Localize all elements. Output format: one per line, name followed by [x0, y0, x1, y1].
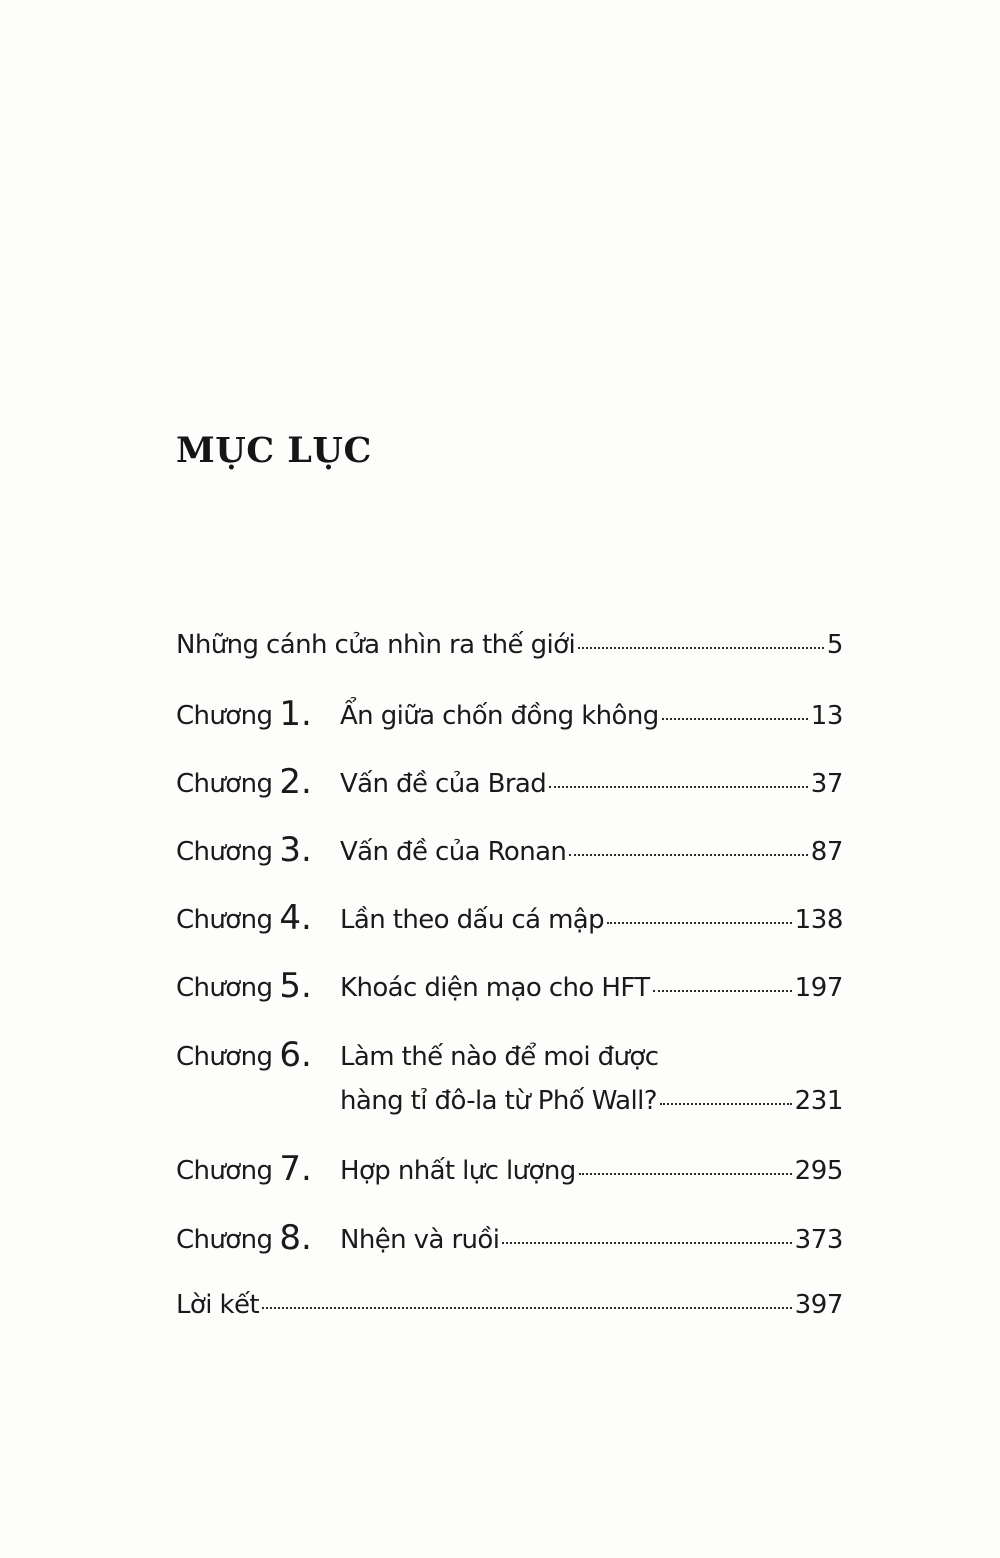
entry-page-number: 87 [810, 837, 843, 867]
chapter-number: 6. [279, 1035, 312, 1075]
chapter-number: 7. [279, 1149, 312, 1189]
toc-entry-chapter-5[interactable] [176, 960, 843, 1016]
entry-title: Những cánh cửa nhìn ra thế giới [176, 630, 576, 660]
entry-title: Làm thế nào để moi được [340, 1042, 659, 1072]
entry-page-number: 5 [826, 630, 843, 660]
toc-entry-epilogue[interactable] [176, 1280, 843, 1336]
chapter-word: Chương [176, 769, 273, 799]
chapter-label [176, 960, 340, 1013]
entry-title: Ẩn giữa chốn đồng không [340, 701, 659, 731]
dot-leader [262, 1303, 792, 1309]
chapter-label [176, 1029, 340, 1082]
chapter-word: Chương [176, 1156, 273, 1186]
chapter-word: Chương [176, 1042, 273, 1072]
chapter-label [176, 1143, 340, 1196]
entry-page-number: 231 [794, 1086, 843, 1116]
entry-page-number: 197 [794, 973, 843, 1003]
chapter-label [176, 1212, 340, 1265]
chapter-word: Chương [176, 701, 273, 731]
chapter-label [176, 688, 340, 741]
toc-entry-chapter-1[interactable] [176, 688, 843, 744]
chapter-label [176, 756, 340, 809]
entry-title-continued: hàng tỉ đô-la từ Phố Wall? [340, 1086, 657, 1116]
entry-title: Lần theo dấu cá mập [340, 905, 605, 935]
entry-page-number: 397 [794, 1290, 843, 1320]
dot-leader [662, 714, 808, 720]
entry-page-number: 295 [794, 1156, 843, 1186]
toc-entry-chapter-4[interactable] [176, 892, 843, 948]
toc-entry-chapter-6[interactable] [176, 1029, 843, 1133]
chapter-number: 2. [279, 762, 312, 802]
chapter-number: 1. [279, 694, 312, 734]
entry-page-number: 373 [794, 1225, 843, 1255]
toc-entry-preface[interactable] [176, 620, 843, 676]
entry-page-number: 37 [810, 769, 843, 799]
entry-title: Nhện và ruồi [340, 1225, 500, 1255]
chapter-number: 5. [279, 966, 312, 1006]
toc-entry-chapter-3[interactable] [176, 824, 843, 880]
chapter-number: 8. [279, 1218, 312, 1258]
dot-leader [549, 782, 808, 788]
chapter-word: Chương [176, 905, 273, 935]
entry-title: Khoác diện mạo cho HFT [340, 973, 650, 1003]
chapter-label [176, 824, 340, 877]
dot-leader [569, 850, 807, 856]
entry-title: Lời kết [176, 1290, 259, 1320]
chapter-word: Chương [176, 973, 273, 1003]
chapter-word: Chương [176, 1225, 273, 1255]
entry-title: Vấn đề của Ronan [340, 837, 567, 867]
chapter-number: 3. [279, 830, 312, 870]
toc-entry-chapter-8[interactable] [176, 1212, 843, 1268]
toc-entry-chapter-7[interactable] [176, 1143, 843, 1199]
chapter-word: Chương [176, 837, 273, 867]
chapter-number: 4. [279, 898, 312, 938]
dot-leader [653, 986, 792, 992]
entry-page-number: 13 [810, 701, 843, 731]
entry-title: Hợp nhất lực lượng [340, 1156, 576, 1186]
dot-leader [660, 1099, 792, 1105]
entry-page-number: 138 [794, 905, 843, 935]
page-title: MỤC LỤC [176, 430, 372, 471]
dot-leader [502, 1238, 791, 1244]
dot-leader [578, 643, 824, 649]
toc-entry-chapter-2[interactable] [176, 756, 843, 812]
entry-title: Vấn đề của Brad [340, 769, 547, 799]
dot-leader [607, 918, 792, 924]
dot-leader [579, 1169, 792, 1175]
chapter-label [176, 892, 340, 945]
